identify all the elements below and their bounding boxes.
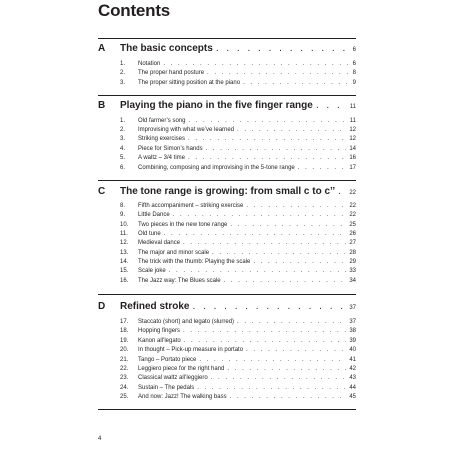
section-divider xyxy=(98,409,356,410)
toc-row: 10. Two pieces in the new tone range . . . 25 xyxy=(0,222,449,232)
section-heading-d xyxy=(0,301,449,315)
toc-row: 2. Improvising with what we’ve learned . . . 12 xyxy=(0,127,449,137)
toc-row: 16. The Jazz way: The Blues scale . . . 34 xyxy=(0,278,449,288)
toc-row: 5. A waltz – 3/4 time . . . 16 xyxy=(0,155,449,165)
page-title: Contents xyxy=(98,1,171,20)
toc-row: 6. Combining, composing and improvising in the 5-tone range . . . 17 xyxy=(0,165,449,175)
toc-row: 15. Scale joke . . . 33 xyxy=(0,268,449,278)
toc-row: 3. Striking exercises . . . 12 xyxy=(0,136,449,146)
toc-row: 14. The trick with the thumb: Playing the scale . . . 29 xyxy=(0,259,449,269)
section-letter: C xyxy=(98,186,106,197)
section-divider xyxy=(98,180,356,181)
section-heading-a xyxy=(0,43,449,57)
toc-row: 23. Classical waltz all’leggiero . . . 43 xyxy=(0,375,449,385)
toc-row: 8. Fifth accompaniment – striking exercise . . . 22 xyxy=(0,203,449,213)
toc-row: 4. Piece for Simon’s hands . . . 14 xyxy=(0,146,449,156)
section-title: Refined stroke . . . 37 xyxy=(120,301,356,312)
section-letter: A xyxy=(98,43,106,54)
toc-row: 12. Medieval dance . . . 27 xyxy=(0,240,449,250)
section-divider xyxy=(98,294,356,295)
toc-row: 25. And now: Jazz! The walking bass . . . 45 xyxy=(0,394,449,404)
section-divider xyxy=(98,38,356,39)
toc-row: 22. Leggiero piece for the right hand . . . 42 xyxy=(0,366,449,376)
toc-row: 21. Tango – Portato piece . . . 41 xyxy=(0,357,449,367)
toc-row: 13. The major and minor scale . . . 28 xyxy=(0,250,449,260)
section-heading-c xyxy=(0,186,449,200)
toc-row: 17. Staccato (short) and legato (slurred) . . . 37 xyxy=(0,319,449,329)
toc-row: 20. In thought – Pick-up measure in portato . . . 40 xyxy=(0,347,449,357)
section-title: Playing the piano in the five finger range . . . 11 xyxy=(120,100,356,111)
toc-row: 18. Hopping fingers . . . 38 xyxy=(0,328,449,338)
toc-row: 9. Little Dance . . . 22 xyxy=(0,212,449,222)
toc-row: 11. Old tune . . . 26 xyxy=(0,231,449,241)
section-title: The basic concepts . . . 6 xyxy=(120,43,356,54)
section-title: The tone range is growing: from small c to c’’ . . . 22 xyxy=(120,186,356,197)
toc-row: 1. Notation . . . 6 xyxy=(0,61,449,71)
toc-row: 2. The proper hand posture . . . 8 xyxy=(0,70,449,80)
page-number: 4 xyxy=(98,436,102,442)
section-letter: B xyxy=(98,100,106,111)
toc-row: 24. Sustain – The pedals . . . 44 xyxy=(0,385,449,395)
section-letter: D xyxy=(98,301,106,312)
toc-row: 19. Kanon all’legato . . . 39 xyxy=(0,338,449,348)
section-divider xyxy=(98,95,356,96)
section-heading-b xyxy=(0,100,449,114)
toc-row: 1. Old farmer’s song . . . 11 xyxy=(0,118,449,128)
toc-row: 3. The proper sitting position at the piano . . . 9 xyxy=(0,80,449,90)
